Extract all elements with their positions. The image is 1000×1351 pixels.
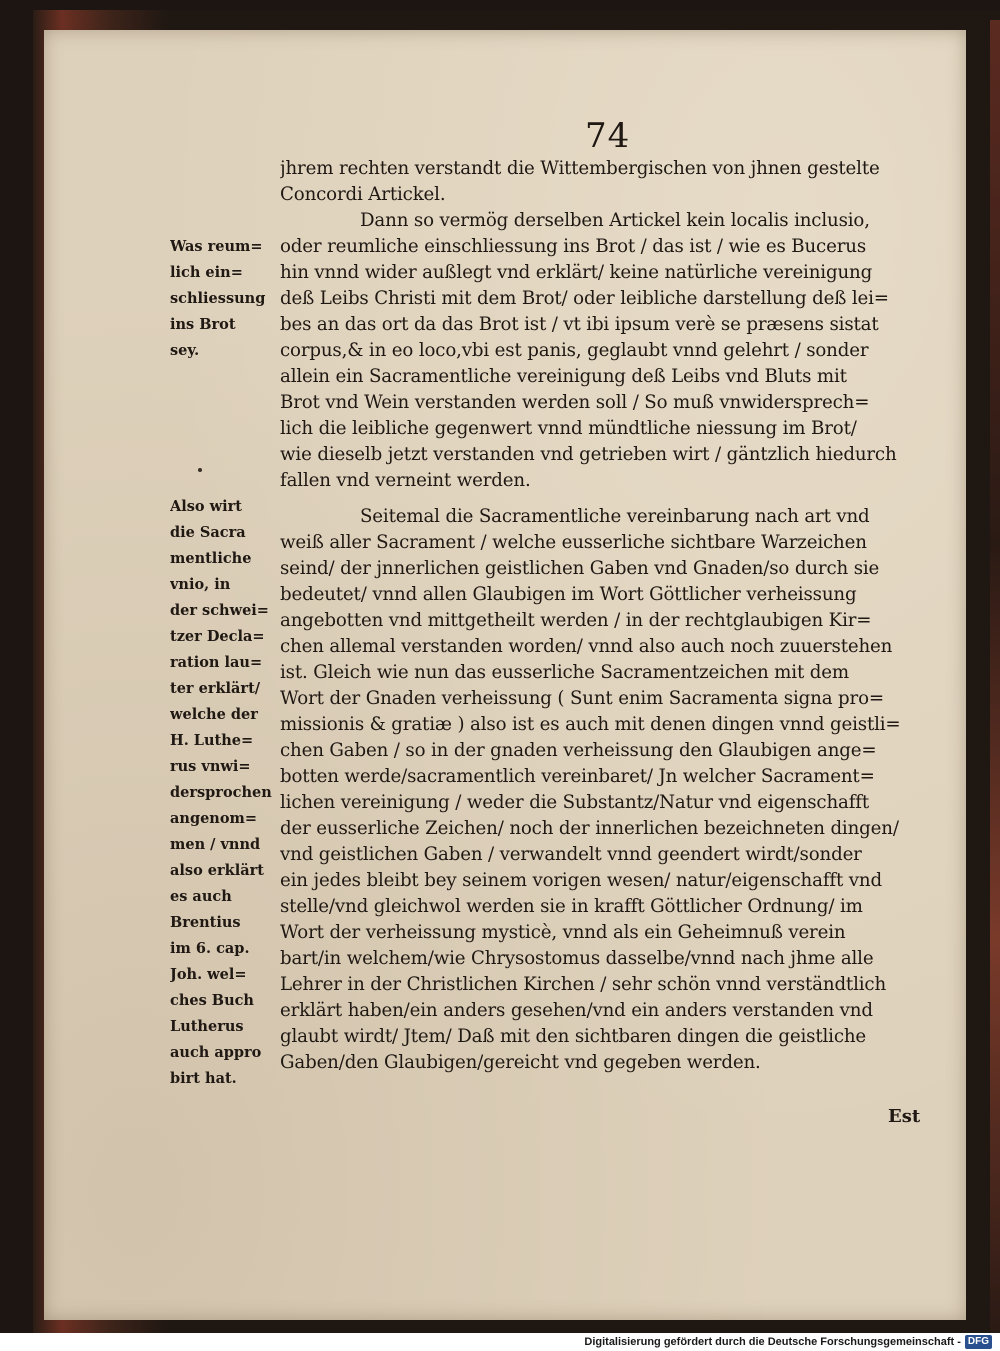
- margin-note-line: birt hat.: [170, 1070, 237, 1087]
- text-line: Wort der verheissung mysticè, vnnd als ein Geheimnuß verein: [280, 922, 846, 943]
- margin-note-line: Joh. wel=: [170, 966, 247, 983]
- text-line: stelle/vnd gleichwol werden sie in krafft Göttlicher Ordnung/ im: [280, 896, 863, 917]
- margin-note-line: dersprochen: [170, 784, 272, 801]
- text-line: Dann so vermög derselben Artickel kein localis inclusio,: [360, 210, 870, 231]
- margin-note-line: tzer Decla=: [170, 628, 265, 645]
- text-line: allein ein Sacramentliche vereinigung deß Leibs vnd Bluts mit: [280, 366, 847, 387]
- margin-note-line: ration lau=: [170, 654, 263, 671]
- margin-note-line: im 6. cap.: [170, 940, 250, 957]
- text-line: Wort der Gnaden verheissung ( Sunt enim Sacramenta signa pro=: [280, 688, 884, 709]
- text-line: Gaben/den Glaubigen/gereicht vnd gegeben werden.: [280, 1052, 761, 1073]
- margin-note-line: also erklärt: [170, 862, 264, 879]
- text-line: missionis & gratiæ ) also ist es auch mit denen dingen vnnd geistli=: [280, 714, 901, 735]
- text-line: bes an das ort da das Brot ist / vt ibi ipsum verè se præsens sistat: [280, 314, 879, 335]
- margin-note-line: die Sacra: [170, 524, 246, 541]
- text-line: jhrem rechten verstandt die Wittembergischen von jhnen gestelte: [280, 158, 880, 179]
- right-page-edge: [990, 20, 1000, 1333]
- margin-note: [170, 494, 278, 1092]
- text-line: ein jedes bleibt bey seinem vorigen wesen/ natur/eigenschafft vnd: [280, 870, 882, 891]
- text-line: erklärt haben/ein anders gesehen/vnd ein anders verstanden vnd: [280, 1000, 873, 1021]
- text-line: der eusserliche Zeichen/ noch der innerlichen bezeichneten dingen/: [280, 818, 899, 839]
- margin-note-line: vnio, in: [170, 576, 231, 593]
- text-line: seind/ der jnnerlichen geistlichen Gaben vnd Gnaden/so durch sie: [280, 558, 880, 579]
- text-line: Concordi Artickel.: [280, 184, 446, 205]
- footer-credit: Digitalisierung gefördert durch die Deutsche Forschungsgemeinschaft -: [584, 1336, 961, 1348]
- margin-note-line: auch appro: [170, 1044, 262, 1061]
- margin-note-line: Was reum=: [170, 238, 263, 255]
- text-line: vnd geistlichen Gaben / verwandelt vnnd geendert wirdt/sonder: [280, 844, 862, 865]
- catchword: Est: [888, 1106, 921, 1127]
- margin-note-line: angenom=: [170, 810, 258, 827]
- main-text-block: [280, 156, 930, 1076]
- margin-note-line: ins Brot: [170, 316, 236, 333]
- margin-note-line: rus vnwi=: [170, 758, 251, 775]
- text-line: glaubt wirdt/ Jtem/ Daß mit den sichtbaren dingen die geistliche: [280, 1026, 867, 1047]
- margin-note-line: lich ein=: [170, 264, 243, 281]
- text-line: Brot vnd Wein verstanden werden soll / So muß vnwidersprech=: [280, 392, 870, 413]
- text-line: chen Gaben / so in der gnaden verheissung den Glaubigen ange=: [280, 740, 877, 761]
- text-line: Lehrer in der Christlichen Kirchen / sehr schön vnnd verständtlich: [280, 974, 887, 995]
- text-line: botten werde/sacramentlich vereinbaret/ Jn welcher Sacrament=: [280, 766, 875, 787]
- margin-note-line: ter erklärt/: [170, 680, 261, 697]
- margin-note-line: ches Buch: [170, 992, 254, 1009]
- text-line: ist. Gleich wie nun das eusserliche Sacramentzeichen mit dem: [280, 662, 849, 683]
- margin-note-line: Also wirt: [170, 498, 242, 515]
- dfg-logo: DFG: [965, 1335, 992, 1349]
- text-line: corpus,& in eo loco,vbi est panis, geglaubt vnnd gelehrt / sonder: [280, 340, 869, 361]
- page-number: 74: [585, 116, 631, 156]
- margin-note-line: welche der: [170, 706, 258, 723]
- digitization-footer: [0, 1333, 1000, 1351]
- text-line: angebotten vnd mittgetheilt werden / in der rechtglaubigen Kir=: [280, 610, 872, 631]
- text-line: Seitemal die Sacramentliche vereinbarung nach art vnd: [360, 506, 870, 527]
- text-line: bedeutet/ vnnd allen Glaubigen im Wort Göttlicher verheissung: [280, 584, 857, 605]
- margin-note-line: Brentius: [170, 914, 241, 931]
- text-line: lichen vereinigung / weder die Substantz/Natur vnd eigenschafft: [280, 792, 870, 813]
- margin-note-line: sey.: [170, 342, 200, 359]
- margin-note-line: es auch: [170, 888, 232, 905]
- margin-note-line: H. Luthe=: [170, 732, 254, 749]
- ink-dot: [198, 468, 202, 472]
- margin-note-line: schliessung: [170, 290, 266, 307]
- text-line: chen allemal verstanden worden/ vnnd also auch noch zuuerstehen: [280, 636, 893, 657]
- text-line: fallen vnd verneint werden.: [280, 470, 531, 491]
- margin-note-line: mentliche: [170, 550, 252, 567]
- text-line: oder reumliche einschliessung ins Brot / das ist / wie es Bucerus: [280, 236, 866, 257]
- text-line: lich die leibliche gegenwert vnnd mündtliche niessung im Brot/: [280, 418, 857, 439]
- margin-note: [170, 234, 278, 364]
- text-line: deß Leibs Christi mit dem Brot/ oder leibliche darstellung deß lei=: [280, 288, 889, 309]
- text-line: hin vnnd wider außlegt vnd erklärt/ keine natürliche vereinigung: [280, 262, 873, 283]
- margin-note-line: Lutherus: [170, 1018, 244, 1035]
- text-line: wie dieselb jetzt verstanden vnd getrieben wirt / gäntzlich hiedurch: [280, 444, 897, 465]
- margin-note-line: men / vnnd: [170, 836, 261, 853]
- text-line: weiß aller Sacrament / welche eusserliche sichtbare Warzeichen: [280, 532, 867, 553]
- margin-note-line: der schwei=: [170, 602, 269, 619]
- text-line: bart/in welchem/wie Chrysostomus dasselbe/vnnd nach jhme alle: [280, 948, 874, 969]
